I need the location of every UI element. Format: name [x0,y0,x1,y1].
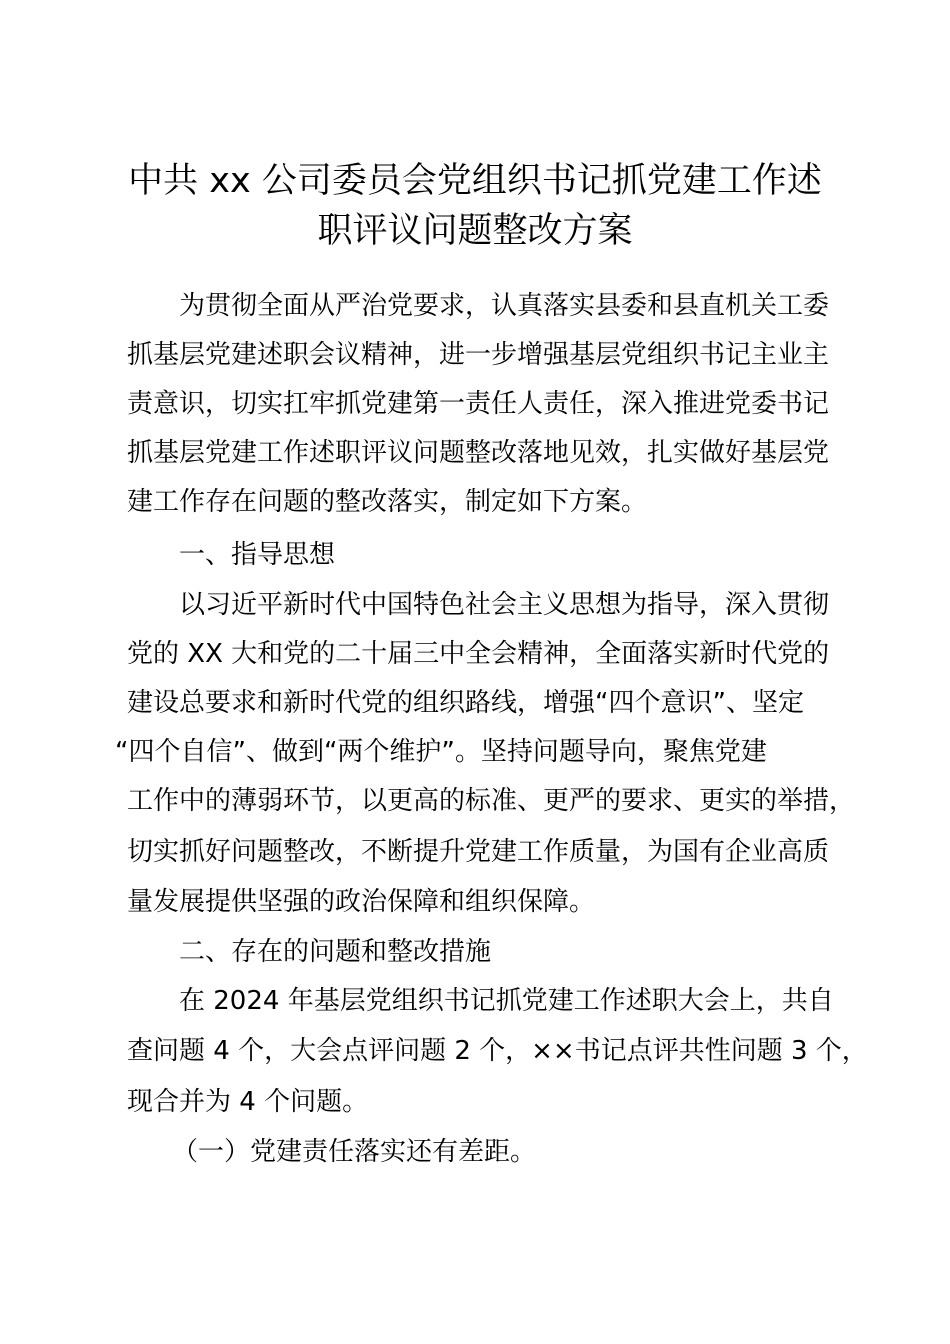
paragraph-line: 责意识，切实扛牢抓党建第一责任人责任，深入推进党委书记 [127,389,830,419]
paragraph-line: 抓基层党建工作述职评议问题整改落地见效，扎实做好基层党 [127,438,830,468]
paragraph-line: 在 2024 年基层党组织书记抓党建工作述职大会上，共自 [179,986,834,1016]
paragraph-line: 查问题 4 个，大会点评问题 2 个，××书记点评共性问题 3 个， [127,1036,868,1066]
paragraph-line: 为贯彻全面从严治党要求，认真落实县委和县直机关工委 [179,291,830,321]
paragraph-line: 建设总要求和新时代党的组织路线，增强“四个意识”、坚定 [127,688,804,718]
paragraph-line: 切实抓好问题整改，不断提升党建工作质量，为国有企业高质 [127,837,830,867]
paragraph-line: 量发展提供坚强的政治保障和组织保障。 [127,887,596,917]
subsection-heading-1: （一）党建责任落实还有差距。 [172,1137,537,1167]
document-title-line-1: 中共 xx 公司委员会党组织书记抓党建工作述 [128,161,822,201]
section-heading-1: 一、指导思想 [179,540,336,570]
paragraph-line: “四个自信”、做到“两个维护”。坚持问题导向，聚焦党建 [115,737,767,767]
document-title-line-2: 职评议问题整改方案 [317,211,633,251]
paragraph-line: 现合并为 4 个问题。 [127,1087,369,1117]
paragraph-line: 工作中的薄弱环节，以更高的标准、更严的要求、更实的举措， [127,786,856,816]
paragraph-line: 以习近平新时代中国特色社会主义思想为指导，深入贯彻 [179,590,830,620]
paragraph-line: 抓基层党建述职会议精神，进一步增强基层党组织书记主业主 [127,340,830,370]
paragraph-line: 党的 XX 大和党的二十届三中全会精神，全面落实新时代党的 [127,639,830,669]
paragraph-line: 建工作存在问题的整改落实，制定如下方案。 [127,487,648,517]
section-heading-2: 二、存在的问题和整改措施 [179,937,492,967]
